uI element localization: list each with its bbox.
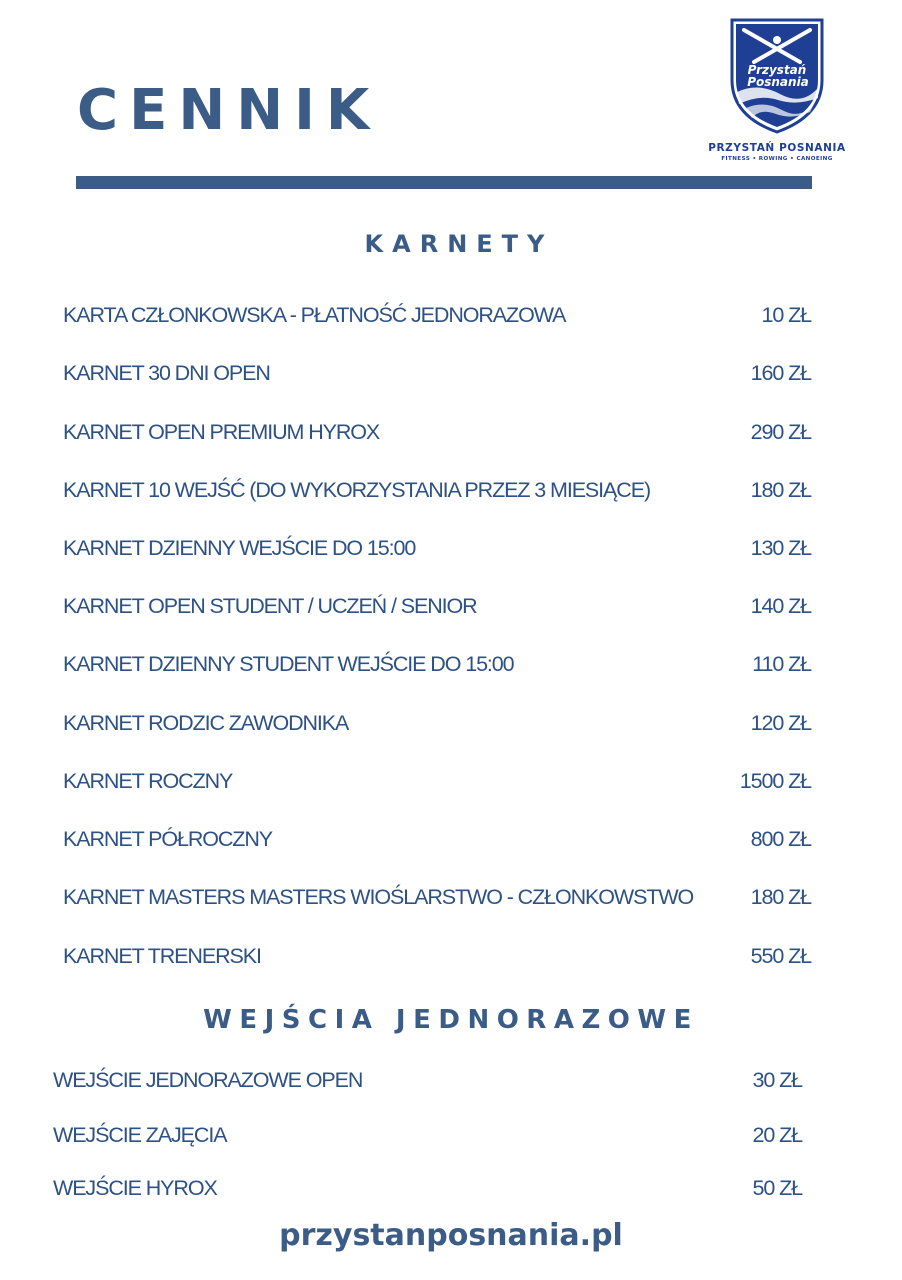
logo-badge-text: Przystań xyxy=(747,63,807,77)
item-price: 10 ZŁ xyxy=(761,302,811,327)
section-heading-karnety: KARNETY xyxy=(364,230,554,258)
logo-tagline: FITNESS • ROWING • CANOEING xyxy=(721,156,833,162)
price-row xyxy=(63,703,811,743)
item-price: 140 ZŁ xyxy=(750,593,811,618)
item-name: KARNET TRENERSKI xyxy=(63,943,261,968)
item-name: KARNET 10 WEJŚĆ (DO WYKORZYSTANIA PRZEZ 3 MIESIĄCE) xyxy=(63,477,651,502)
item-name: KARNET PÓŁROCZNY xyxy=(63,826,272,851)
price-row xyxy=(63,412,811,452)
page-title: CENNIK xyxy=(77,78,381,143)
item-name: KARNET ROCZNY xyxy=(63,768,233,793)
item-price: 800 ZŁ xyxy=(750,826,811,851)
item-price: 180 ZŁ xyxy=(750,477,811,502)
price-row xyxy=(63,586,811,626)
item-price: 130 ZŁ xyxy=(750,535,811,560)
price-row xyxy=(63,877,811,917)
item-name: KARTA CZŁONKOWSKA - PŁATNOŚĆ JEDNORAZOWA xyxy=(63,302,566,327)
item-name: KARNET OPEN PREMIUM HYROX xyxy=(63,419,380,444)
item-price: 1500 ZŁ xyxy=(739,768,811,793)
price-row xyxy=(63,353,811,393)
price-row xyxy=(63,528,811,568)
item-price: 110 ZŁ xyxy=(752,651,811,676)
header-divider xyxy=(76,176,812,189)
price-row xyxy=(53,1060,802,1100)
price-row xyxy=(63,470,811,510)
item-name: WEJŚCIE JEDNORAZOWE OPEN xyxy=(53,1067,363,1092)
item-name: KARNET DZIENNY WEJŚCIE DO 15:00 xyxy=(63,535,416,560)
logo-name: PRZYSTAŃ POSNANIA xyxy=(708,142,846,154)
price-row xyxy=(63,936,811,976)
item-name: WEJŚCIE ZAJĘCIA xyxy=(53,1122,227,1147)
item-price: 180 ZŁ xyxy=(750,884,811,909)
price-row xyxy=(63,761,811,801)
item-price: 30 ZŁ xyxy=(752,1067,802,1092)
price-row xyxy=(53,1115,802,1155)
item-price: 550 ZŁ xyxy=(750,943,811,968)
website-link[interactable]: przystanposnania.pl xyxy=(279,1218,623,1253)
logo-badge-text-2: Posnania xyxy=(747,75,809,89)
item-name: KARNET DZIENNY STUDENT WEJŚCIE DO 15:00 xyxy=(63,651,514,676)
price-row xyxy=(63,644,811,684)
price-row xyxy=(63,819,811,859)
section-heading-wejscia: WEJŚCIA JEDNORAZOWE xyxy=(203,1005,699,1035)
przystan-posnania-logo xyxy=(704,18,850,164)
item-price: 120 ZŁ xyxy=(750,710,811,735)
logo-badge-icon xyxy=(730,18,824,134)
item-price: 290 ZŁ xyxy=(750,419,811,444)
item-price: 50 ZŁ xyxy=(752,1175,802,1200)
item-price: 20 ZŁ xyxy=(752,1122,802,1147)
item-name: WEJŚCIE HYROX xyxy=(53,1175,217,1200)
item-price: 160 ZŁ xyxy=(750,360,811,385)
item-name: KARNET RODZIC ZAWODNIKA xyxy=(63,710,349,735)
price-row xyxy=(63,295,811,335)
price-row xyxy=(53,1168,802,1208)
item-name: KARNET MASTERS MASTERS WIOŚLARSTWO - CZŁONKOWSTWO xyxy=(63,884,694,909)
item-name: KARNET 30 DNI OPEN xyxy=(63,360,270,385)
item-name: KARNET OPEN STUDENT / UCZEŃ / SENIOR xyxy=(63,593,477,618)
